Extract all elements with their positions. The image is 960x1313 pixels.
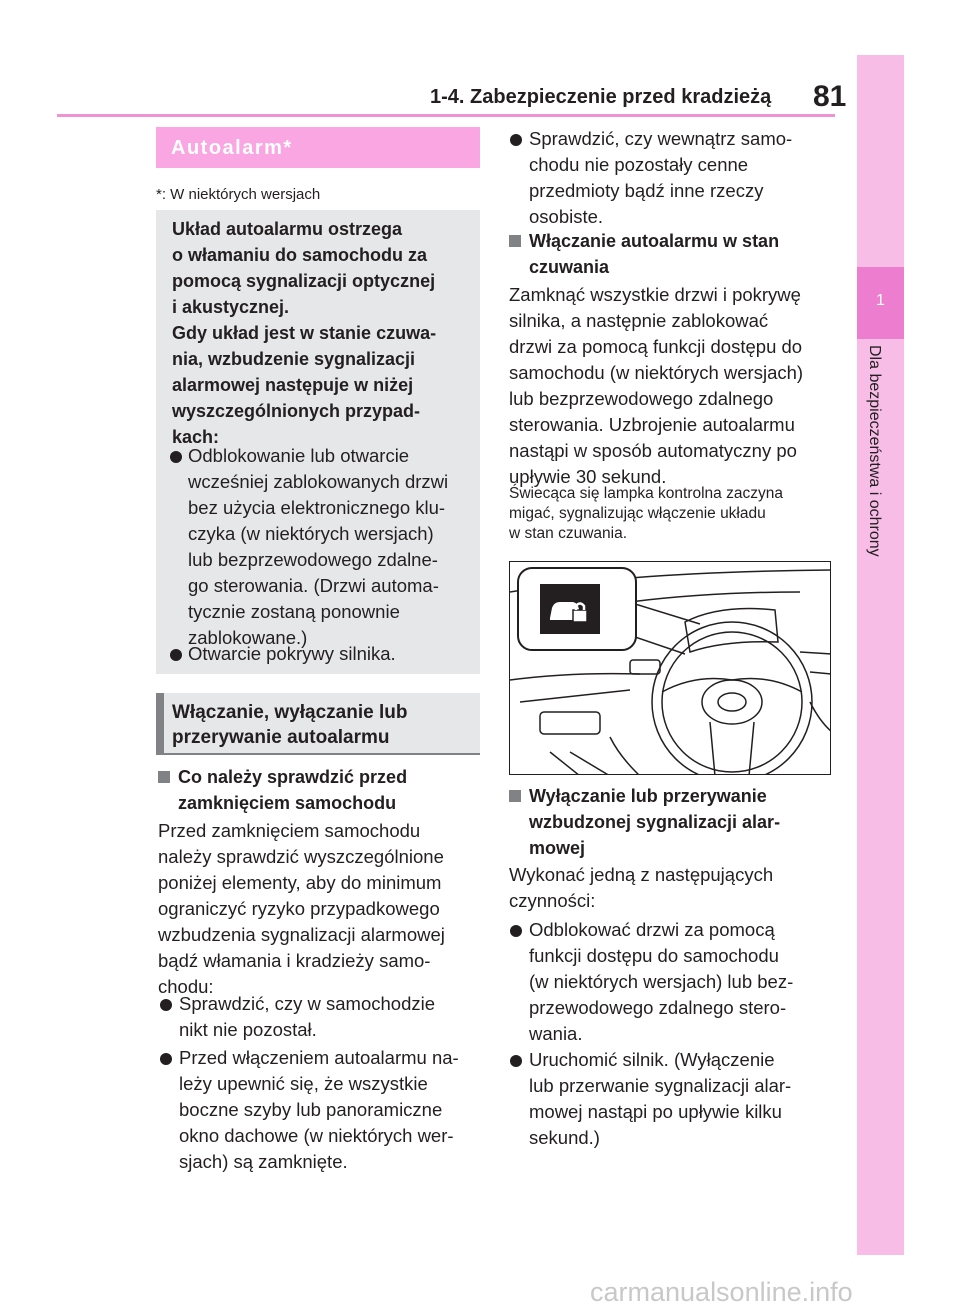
running-header: 1-4. Zabezpieczenie przed kradzieżą <box>430 86 772 108</box>
subheading-disarm: Wyłączanie lub przerywanie wzbudzonej sygnalizacji alar- mowej <box>529 786 781 858</box>
footnote: *: W niektórych wersjach <box>156 186 321 203</box>
bullet-icon <box>170 451 182 463</box>
list-item: Odblokować drzwi za pomocą funkcji dostępu do samochodu (w niektórych wersjach) lub bez- przewodowego zdalnego stero- wania. <box>529 919 794 1044</box>
security-indicator-icon <box>550 602 587 622</box>
watermark: carmanualsonline.info <box>590 1277 853 1307</box>
bullet-icon <box>510 925 522 937</box>
bullet-icon <box>510 1055 522 1067</box>
list-item: Otwarcie pokrywy silnika. <box>188 643 396 664</box>
list-item: Przed włączeniem autoalarmu na- leży upewnić się, że wszystkie boczne szyby lub panoramiczne okno dachowe (w niektórych wer- sjach) są zamknięte. <box>179 1047 459 1172</box>
heading-bar <box>156 693 164 753</box>
chapter-label: Dla bezpieczeństwa i ochrony <box>866 345 883 557</box>
list-item: Sprawdzić, czy w samochodzie nikt nie pozostał. <box>179 993 436 1040</box>
list-item: Sprawdzić, czy wewnątrz samo- chodu nie pozostały cenne przedmioty bądź inne rzeczy osobiste. <box>529 128 793 227</box>
subheading-marker-icon <box>509 790 521 802</box>
list-item: Odblokowanie lub otwarcie wcześniej zablokowanych drzwi bez użycia elektronicznego klu- czyka (w niektórych wersjach) lub bezprzewodowego zdalne- go sterowania. (Drzwi automa- tycznie zostaną ponownie zablokowane.) <box>188 445 449 648</box>
bullet-icon <box>160 1053 172 1065</box>
dashboard-drawing <box>510 562 831 775</box>
side-tab-strip <box>857 55 904 1255</box>
list-item: Uruchomić silnik. (Wyłączenie lub przerwanie sygnalizacji alar- mowej nastąpi po upływie kilku sekund.) <box>529 1049 792 1148</box>
paragraph: Zamknąć wszystkie drzwi i pokrywę silnika, a następnie zablokować drzwi za pomocą funkcji dostępu do samochodu (w niektórych wersjach) lub bezprzewodowego zdalnego sterowania. Uzbrojenie autoalarmu nastąpi w sposób automatyczny po upływie 30 sekund. <box>509 284 804 487</box>
chapter-number: 1 <box>876 292 885 309</box>
intro-paragraph-2: Gdy układ jest w stanie czuwa- nia, wzbudzenie sygnalizacji alarmowej następuje w niżej wyszczególnionych przypad- kach: <box>172 323 437 447</box>
section-heading-text: Włączanie, wyłączanie lub przerywanie autoalarmu <box>172 702 408 748</box>
subheading-marker-icon <box>158 771 170 783</box>
section-heading-text: Autoalarm* <box>171 137 293 159</box>
dashboard-illustration <box>509 561 831 775</box>
bullet-icon <box>160 999 172 1011</box>
subheading-arm: Włączanie autoalarmu w stan czuwania <box>529 231 780 277</box>
section-heading-autoalarm <box>156 127 480 168</box>
paragraph: Wykonać jedną z następujących czynności: <box>509 864 774 911</box>
intro-paragraph-1: Układ autoalarmu ostrzega o włamaniu do samochodu za pomocą sygnalizacji optycznej i akustycznej. <box>172 219 436 317</box>
bullet-icon <box>510 134 522 146</box>
header-rule <box>57 114 835 117</box>
subheading-check: Co należy sprawdzić przed zamknięciem samochodu <box>178 767 408 813</box>
bullet-icon <box>170 649 182 661</box>
note-text: Świecąca się lampka kontrolna zaczyna migać, sygnalizując włączenie układu w stan czuwania. <box>509 485 783 542</box>
subheading-marker-icon <box>509 235 521 247</box>
paragraph: Przed zamknięciem samochodu należy sprawdzić wyszczególnione poniżej elementy, aby do minimum ograniczyć ryzyko przypadkowego wzbudzenia sygnalizacji alarmowej bądź włamania i kradzieży samo- chodu: <box>158 820 445 997</box>
page-number: 81 <box>813 80 847 113</box>
heading-underline <box>156 753 480 755</box>
